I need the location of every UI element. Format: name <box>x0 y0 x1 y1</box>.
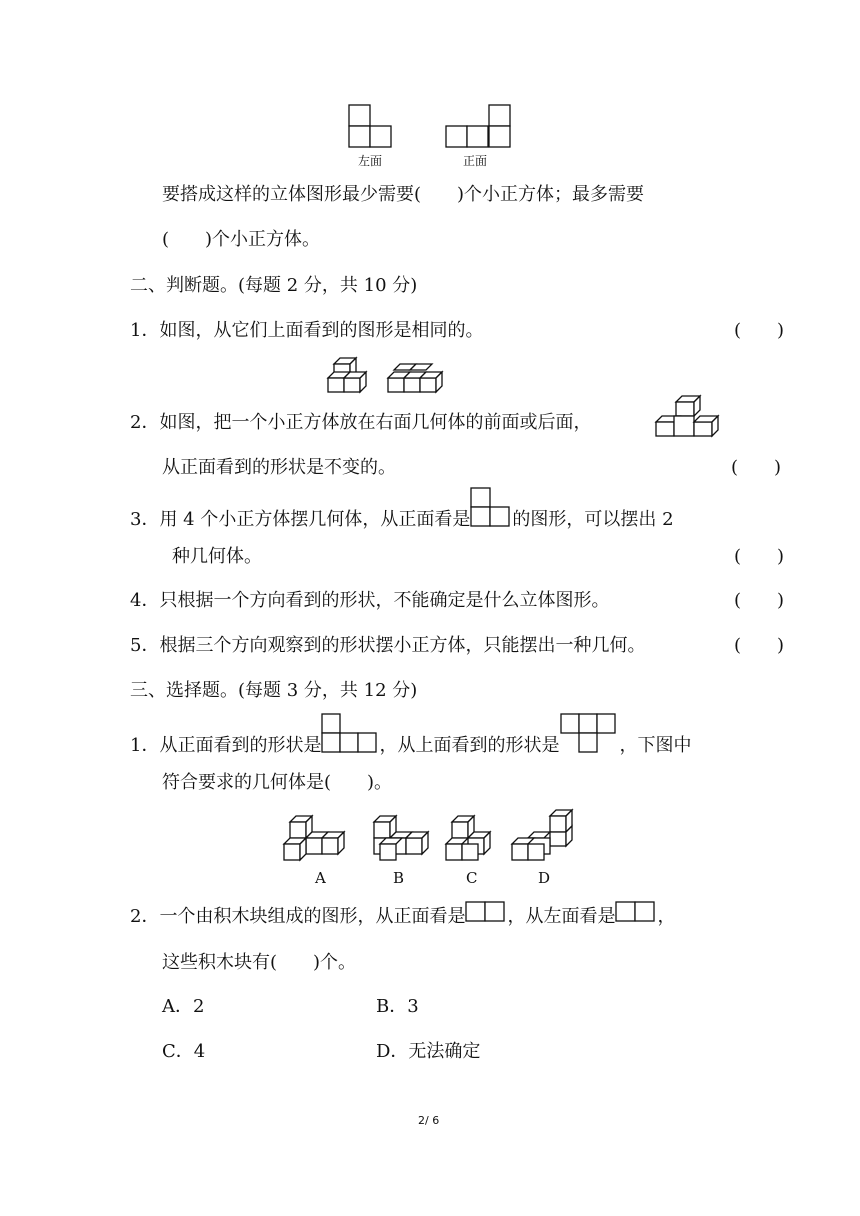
choice-q1-text-2: ，从上面看到的形状是 <box>379 735 560 756</box>
choice-q2-front-view <box>465 901 507 923</box>
judge-q2-figure <box>654 392 722 440</box>
fill-question-line1: 要搭成这样的立体图形最少需要( )个小正方体；最多需要 <box>162 184 645 205</box>
choice-q1-line2: 符合要求的几何体是( )。 <box>162 772 393 793</box>
choice-q1-line1 <box>130 734 691 758</box>
front-view-caption: 正面 <box>463 154 488 168</box>
judge-q1: 1．如图，从它们上面看到的图形是相同的。 <box>130 320 484 341</box>
choice-q2-option-a[interactable]: A．2 <box>162 996 205 1017</box>
judge-q1-answer[interactable]: ( ) <box>734 320 785 341</box>
choice-q2-text-2: ，从左面看是 <box>507 906 616 927</box>
judge-q3-answer[interactable]: ( ) <box>734 546 785 567</box>
judge-q4: 4．只根据一个方向看到的形状，不能确定是什么立体图形。 <box>130 590 610 611</box>
option-c-label: C <box>466 869 478 887</box>
option-b-label: B <box>393 869 405 887</box>
choice-q2-line2: 这些积木块有( )个。 <box>162 952 357 973</box>
option-d-label: D <box>538 869 551 887</box>
judge-q1-figure-right <box>386 356 448 396</box>
choice-q1-top-view <box>559 713 619 753</box>
left-view-diagram <box>348 104 394 148</box>
judge-q1-figure-left <box>326 352 376 394</box>
option-a-figure <box>282 808 358 862</box>
choice-q2-line1 <box>130 905 675 929</box>
option-a-label: A <box>315 869 326 887</box>
judge-q3-line1 <box>130 508 674 532</box>
choice-q2-text-3: ， <box>657 906 676 927</box>
judge-q5-answer[interactable]: ( ) <box>734 635 785 656</box>
choice-q1-front-view <box>321 713 379 753</box>
left-view-caption: 左面 <box>358 154 383 168</box>
option-d-figure <box>510 808 580 862</box>
judge-q2-line1: 2．如图，把一个小正方体放在右面几何体的前面或后面， <box>130 412 592 433</box>
judge-q2-answer[interactable]: ( ) <box>731 457 782 478</box>
judge-q3-text-before: 3．用 4 个小正方体摆几何体，从正面看是 <box>130 509 471 530</box>
judge-q3-line2: 种几何体。 <box>172 546 262 567</box>
section3-heading: 三、选择题。(每题 3 分，共 12 分) <box>130 680 418 701</box>
judge-q2-line2: 从正面看到的形状是不变的。 <box>162 457 396 478</box>
choice-q2-option-d[interactable]: D．无法确定 <box>376 1041 481 1062</box>
choice-q1-text-1: 1．从正面看到的形状是 <box>130 735 322 756</box>
choice-q2-option-b[interactable]: B．3 <box>376 996 419 1017</box>
judge-q3-inline-figure <box>470 487 512 527</box>
choice-q2-left-view <box>615 901 657 923</box>
option-c-figure <box>444 808 500 862</box>
section2-heading: 二、判断题。(每题 2 分，共 10 分) <box>130 275 418 296</box>
judge-q4-answer[interactable]: ( ) <box>734 590 785 611</box>
page-number: 2/ 6 <box>418 1114 440 1127</box>
judge-q3-text-after: 的图形，可以摆出 2 <box>512 509 674 530</box>
front-view-diagram <box>445 104 513 148</box>
choice-q1-text-3: ，下图中 <box>619 735 692 756</box>
fill-question-line2: ( )个小正方体。 <box>162 229 321 250</box>
judge-q5: 5．根据三个方向观察到的形状摆小正方体，只能摆出一种几何。 <box>130 635 646 656</box>
option-b-figure <box>366 808 436 862</box>
choice-q2-option-c[interactable]: C．4 <box>162 1041 206 1062</box>
choice-q2-text-1: 2．一个由积木块组成的图形，从正面看是 <box>130 906 466 927</box>
